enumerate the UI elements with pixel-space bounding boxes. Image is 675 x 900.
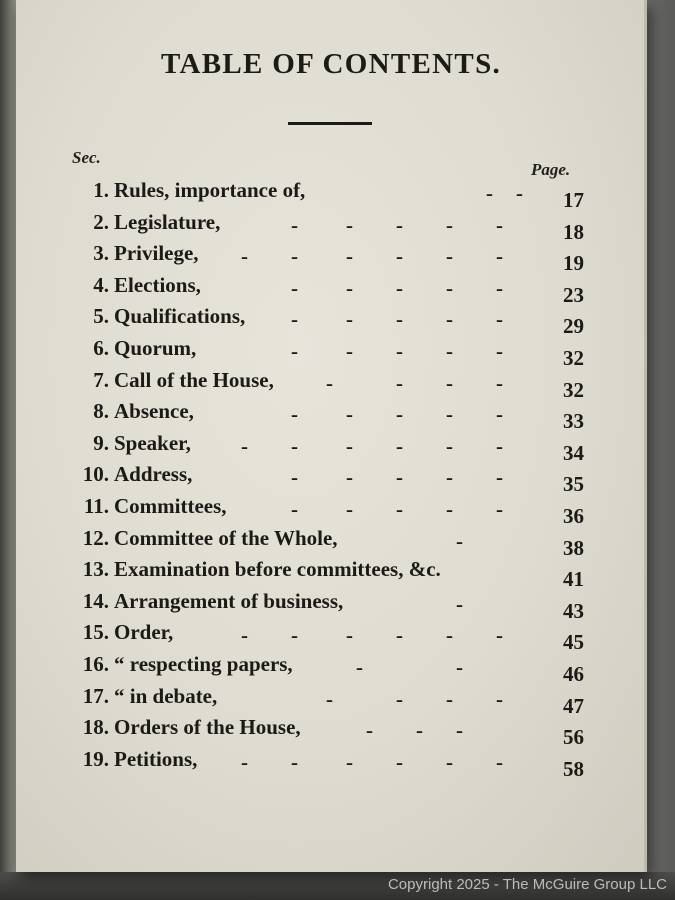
leader-dashes: - - - - -	[291, 212, 503, 237]
toc-page-number: 58	[563, 756, 584, 781]
leader-dashes: - - - - - -	[241, 749, 503, 774]
toc-page-number: 41	[563, 567, 584, 592]
toc-section-number: 11.	[83, 493, 109, 518]
toc-entry-title: Rules, importance of,	[114, 178, 306, 202]
toc-row	[16, 526, 644, 558]
toc-entry-title: Legislature,	[114, 209, 221, 234]
leader-dashes: - -	[356, 654, 463, 679]
toc-section-number: 16.	[82, 651, 109, 676]
toc-page-number: 18	[563, 219, 584, 244]
toc-section-number: 10.	[82, 462, 109, 487]
toc-entry-title: Call of the House,	[114, 367, 274, 392]
toc-row	[16, 399, 644, 434]
toc-entry-title: Committee of the Whole,	[114, 525, 338, 550]
toc-section-number: 12.	[82, 525, 109, 550]
toc-entry-title: Elections,	[114, 272, 201, 297]
toc-section-number: 8.	[93, 399, 109, 424]
toc-entry-title: Arrangement of business,	[114, 588, 344, 613]
toc-section-number: 15.	[82, 620, 109, 645]
leader-dashes: -	[456, 528, 463, 553]
leader-dashes: - -	[486, 181, 523, 205]
leader-dashes: - - - - -	[291, 275, 503, 300]
leader-dashes: - - - - - -	[241, 244, 503, 269]
toc-entry-title: Address,	[114, 462, 193, 487]
page-column-header: Page.	[531, 160, 571, 179]
page-title: TABLE OF CONTENTS.	[161, 48, 502, 80]
toc-section-number: 2.	[93, 209, 109, 234]
toc-entry-title: Quorum,	[114, 335, 197, 360]
toc-row	[16, 620, 644, 655]
title-rule	[288, 122, 372, 125]
leader-dashes: - - - -	[326, 686, 503, 711]
leader-dashes: - - - - -	[291, 465, 503, 490]
toc-page-number: 47	[563, 693, 584, 718]
toc-page-number: 43	[563, 598, 584, 623]
toc-page-number: 29	[563, 314, 584, 339]
toc-page-number: 33	[563, 409, 584, 434]
toc-section-number: 14.	[82, 588, 109, 613]
copyright-watermark: Copyright 2025 - The McGuire Group LLC	[387, 876, 667, 893]
toc-section-number: 1.	[93, 178, 109, 202]
toc-row	[16, 431, 644, 463]
toc-page-number: 45	[563, 630, 584, 655]
book-page	[16, 0, 647, 872]
toc-section-number: 4.	[93, 272, 109, 297]
toc-row	[16, 462, 644, 497]
leader-dashes: - - - - -	[291, 402, 503, 427]
toc-section-number: 17.	[82, 683, 109, 708]
toc-row	[16, 241, 644, 276]
leader-dashes: - - - - -	[291, 496, 503, 521]
toc-entry-title: Qualifications,	[114, 304, 246, 329]
toc-entry-title: Privilege,	[114, 241, 199, 266]
toc-page-number: 23	[563, 282, 584, 307]
toc-entry-title: Examination before committees, &c.	[114, 557, 441, 582]
toc-row	[16, 368, 644, 400]
toc-page-number: 56	[563, 725, 584, 750]
toc-entry-title: Absence,	[114, 399, 194, 424]
leader-dashes: - - - - - -	[241, 623, 503, 648]
toc-row	[16, 589, 644, 621]
toc-entry-title: Committees,	[114, 493, 227, 518]
toc-row	[16, 652, 644, 684]
toc-entry-title: Orders of the House,	[114, 715, 301, 740]
toc-page-number: 35	[563, 472, 584, 497]
toc-row	[16, 304, 644, 339]
toc-section-number: 7.	[93, 367, 109, 392]
leader-dashes: -	[456, 591, 463, 616]
toc-row	[16, 557, 644, 592]
leader-dashes: - - - - - -	[241, 433, 503, 458]
toc-row	[16, 336, 644, 368]
toc-entry-title: “ in debate,	[114, 683, 218, 708]
toc-row	[16, 494, 644, 526]
toc-page-number: 17	[563, 188, 584, 212]
toc-page-number: 36	[563, 503, 584, 528]
toc-row	[16, 684, 644, 716]
leader-dashes: - - - - -	[291, 338, 503, 363]
sec-column-header: Sec.	[72, 148, 101, 167]
toc-row	[16, 210, 644, 242]
toc-page-number: 46	[563, 661, 584, 686]
toc-row	[16, 273, 644, 305]
toc-section-number: 3.	[93, 241, 109, 266]
background-right	[644, 0, 675, 900]
toc-section-number: 13.	[82, 557, 109, 582]
toc-section-number: 6.	[93, 335, 109, 360]
leader-dashes: - - -	[366, 718, 463, 743]
toc-section-number: 19.	[82, 746, 109, 771]
toc-row	[16, 715, 644, 750]
toc-page-number: 38	[563, 535, 584, 560]
leader-dashes: - - - -	[326, 370, 503, 395]
leader-dashes: - - - - -	[291, 307, 503, 332]
toc-section-number: 5.	[93, 304, 109, 329]
toc-entry-title: “ respecting papers,	[114, 651, 293, 676]
toc-row	[16, 178, 644, 210]
toc-section-number: 9.	[93, 430, 109, 455]
toc-entry-title: Speaker,	[114, 430, 191, 455]
toc-entry-title: Petitions,	[114, 746, 198, 771]
toc-page-number: 32	[563, 345, 584, 370]
toc-section-number: 18.	[82, 715, 109, 740]
toc-page-number: 19	[563, 251, 584, 276]
toc-page-number: 32	[563, 377, 584, 402]
toc-list	[16, 178, 644, 781]
toc-row	[16, 747, 644, 779]
toc-page-number: 34	[563, 440, 584, 465]
toc-entry-title: Order,	[114, 620, 174, 645]
